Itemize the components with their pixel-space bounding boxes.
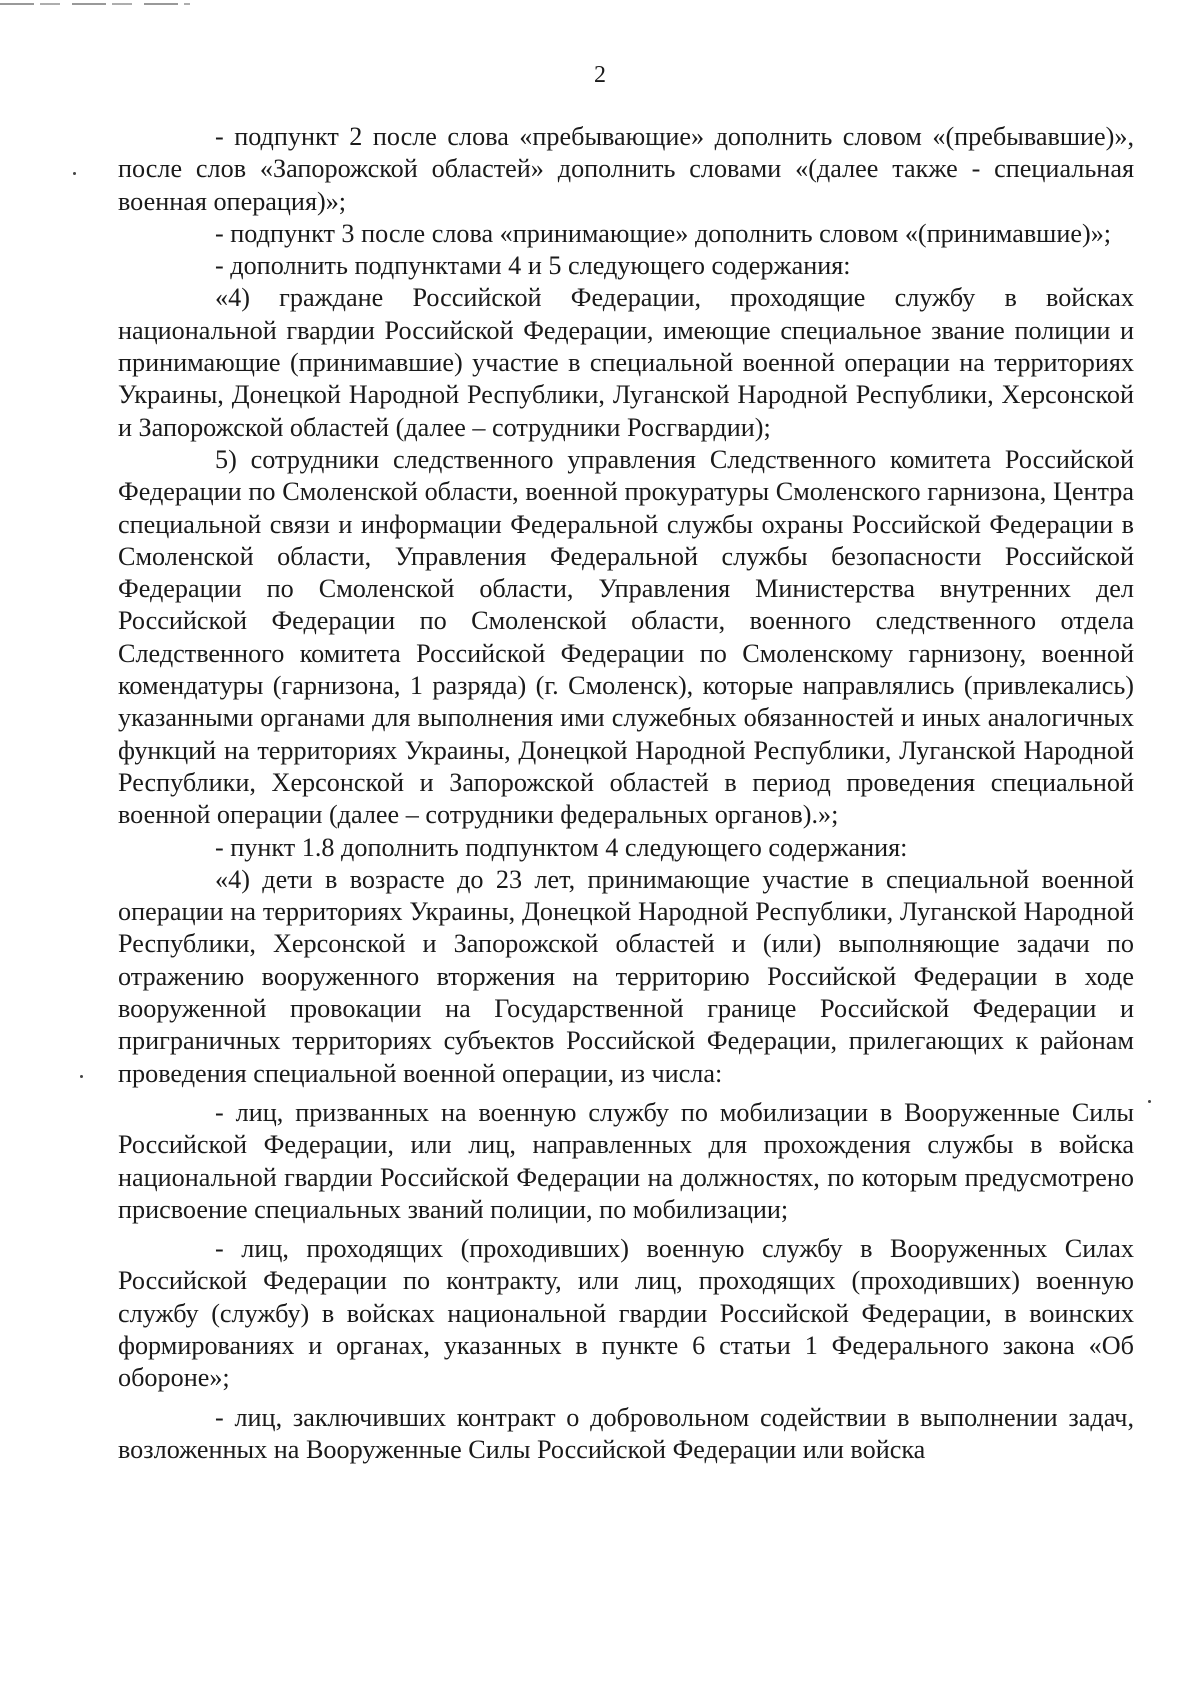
scan-speck xyxy=(80,1075,83,1078)
paragraph-add-subitems-4-5: - дополнить подпунктами 4 и 5 следующего содержания: xyxy=(215,251,851,281)
scan-speck xyxy=(1148,1100,1151,1103)
document-body xyxy=(118,121,1134,1466)
paragraph-subitem-2: - подпункт 2 после слова «пребывающие» дополнить словом «(пребывавшие)», после слов «Запорожской областей» дополнить словами «(далее также - специальная военная операция)»; xyxy=(118,122,1134,216)
paragraph-item-5-federal-agencies: 5) сотрудники следственного управления Следственного комитета Российской Федерации по Смоленской области, военной прокуратуры Смоленского гарнизона, Центра специальной связи и информации Федеральной службы охраны Российской Федерации в Смоленской области, Управления Федеральной службы безопасности Российской Федерации по Смоленской области, Управления Министерства внутренних дел Российской Федерации по Смоленской области, военного следственного отдела Следственного комитета Российской Федерации по Смоленскому гарнизону, военной комендатуры (гарнизона, 1 разряда) (г. Смоленск), которые направлялись (привлекались) указанными органами для выполнения ими служебных обязанностей и иных аналогичных функций на территориях Украины, Донецкой Народной Республики, Луганской Народной Республики, Херсонской и Запорожской областей в период проведения специальной военной операции (далее – сотрудники федеральных органов).»; xyxy=(118,444,1134,830)
paragraph-contract-service: - лиц, проходящих (проходивших) военную службу в Вооруженных Силах Российской Федерации по контракту, или лиц, проходящих (проходивших) военную службу (службу) в войсках национальной гвардии Российской Федерации, в воинских формированиях и органах, указанных в пункте 6 статьи 1 Федерального закона «Об обороне»; xyxy=(118,1234,1134,1393)
paragraph-volunteer-contract: - лиц, заключивших контракт о добровольном содействии в выполнении задач, возложенных на Вооруженные Силы Российской Федерации или войска xyxy=(118,1402,1134,1464)
paragraph-mobilized: - лиц, призванных на военную службу по мобилизации в Вооруженные Силы Российской Федерации, или лиц, направленных для прохождения службы в войска национальной гвардии Российской Федерации на должностях, по которым предусмотрено присвоение специальных званий полиции, по мобилизации; xyxy=(118,1097,1134,1224)
paragraph-item-4-children: «4) дети в возрасте до 23 лет, принимающие участие в специальной военной операции на территориях Украины, Донецкой Народной Республики, Луганской Народной Республики, Херсонской и Запорожской областей и (или) выполняющие задачи по отражению вооруженного вторжения на территорию Российской Федерации в ходе вооруженной провокации на Государственной границе Российской Федерации и приграничных территориях субъектов Российской Федерации, прилегающих к районам проведения специальной военной операции, из числа: xyxy=(118,864,1134,1088)
page-number: 2 xyxy=(594,62,606,88)
scan-speck xyxy=(73,172,76,175)
scan-artifact xyxy=(0,3,190,5)
paragraph-item-4-rosgvardia: «4) граждане Российской Федерации, проходящие службу в войсках национальной гвардии Российской Федерации, имеющие специальное звание полиции и принимающие (принимавшие) участие в специальной военной операции на территориях Украины, Донецкой Народной Республики, Луганской Народной Республики, Херсонской и Запорожской областей (далее – сотрудники Росгвардии); xyxy=(118,283,1134,442)
paragraph-clause-1-8: - пункт 1.8 дополнить подпунктом 4 следующего содержания: xyxy=(215,832,908,862)
paragraph-subitem-3: - подпункт 3 после слова «принимающие» дополнить словом «(принимавшие)»; xyxy=(215,218,1112,248)
